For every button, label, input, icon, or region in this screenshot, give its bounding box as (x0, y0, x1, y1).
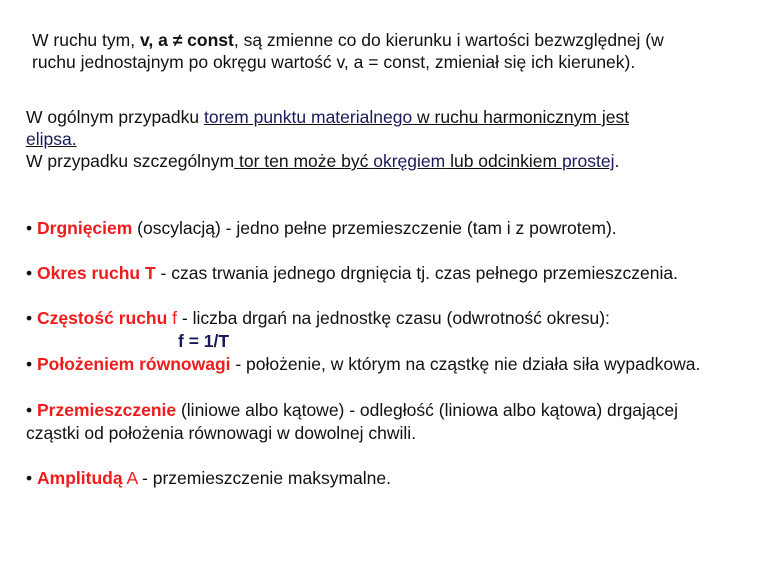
bullet-item (26, 353, 700, 375)
bullet-icon: • (26, 400, 37, 420)
general-line-1 (26, 106, 629, 128)
text: W przypadku szczególnym (26, 151, 235, 171)
bullet-item-continuation: cząstki od położenia równowagi w dowolnej chwili. (26, 423, 417, 443)
general-line-3 (26, 150, 619, 172)
text: W ruchu tym, (32, 30, 140, 50)
term: Położeniem równowagi (37, 354, 231, 374)
text: , są zmienne co do kierunku i wartości bezwzględnej (w (233, 30, 664, 50)
formula: f = 1/T (178, 331, 230, 351)
bullet-item (26, 262, 678, 284)
text: . (614, 151, 620, 171)
term: Częstość ruchu (37, 308, 168, 328)
bullet-item (26, 399, 678, 421)
emphasis: v, a ≠ const (139, 30, 234, 50)
text: tor ten może być (234, 151, 374, 171)
link-text: prostej (561, 151, 615, 171)
term: Okres ruchu T (37, 263, 156, 283)
bullet-item (26, 467, 391, 489)
intro-line-1 (32, 29, 664, 51)
bullet-icon: • (26, 308, 37, 328)
bullet-item (26, 217, 617, 239)
definition: - położenie, w którym na cząstkę nie działa siła wypadkowa. (230, 354, 701, 374)
definition: (oscylacją) - jedno pełne przemieszczenie (tam i z powrotem). (132, 218, 617, 238)
link-text: elipsa. (26, 129, 77, 149)
text: w ruchu harmonicznym jest (412, 107, 630, 127)
link-text: torem punktu materialnego (204, 107, 413, 127)
definition: - czas trwania jednego drgnięcia tj. czas pełnego przemieszczenia. (155, 263, 679, 283)
definition: (liniowe albo kątowe) - odległość (liniowa albo kątowa) drgającej (176, 400, 679, 420)
general-line-2 (26, 128, 77, 150)
link-text: okręgiem (373, 151, 446, 171)
bullet-icon: • (26, 263, 37, 283)
term: Amplitudą (37, 468, 123, 488)
bullet-item (26, 307, 610, 329)
intro-line-2: ruchu jednostajnym po okręgu wartość v, a = const, zmieniał się ich kierunek). (32, 52, 636, 72)
definition: - przemieszczenie maksymalne. (137, 468, 391, 488)
text: lub odcinkiem (445, 151, 562, 171)
term: Przemieszczenie (37, 400, 177, 420)
bullet-icon: • (26, 468, 37, 488)
symbol: f (167, 308, 178, 328)
text: W ogólnym przypadku (26, 107, 204, 127)
bullet-icon: • (26, 218, 37, 238)
definition: - liczba drgań na jednostkę czasu (odwrotność okresu): (177, 308, 610, 328)
bullet-icon: • (26, 354, 37, 374)
term: Drgnięciem (37, 218, 133, 238)
symbol: A (122, 468, 138, 488)
